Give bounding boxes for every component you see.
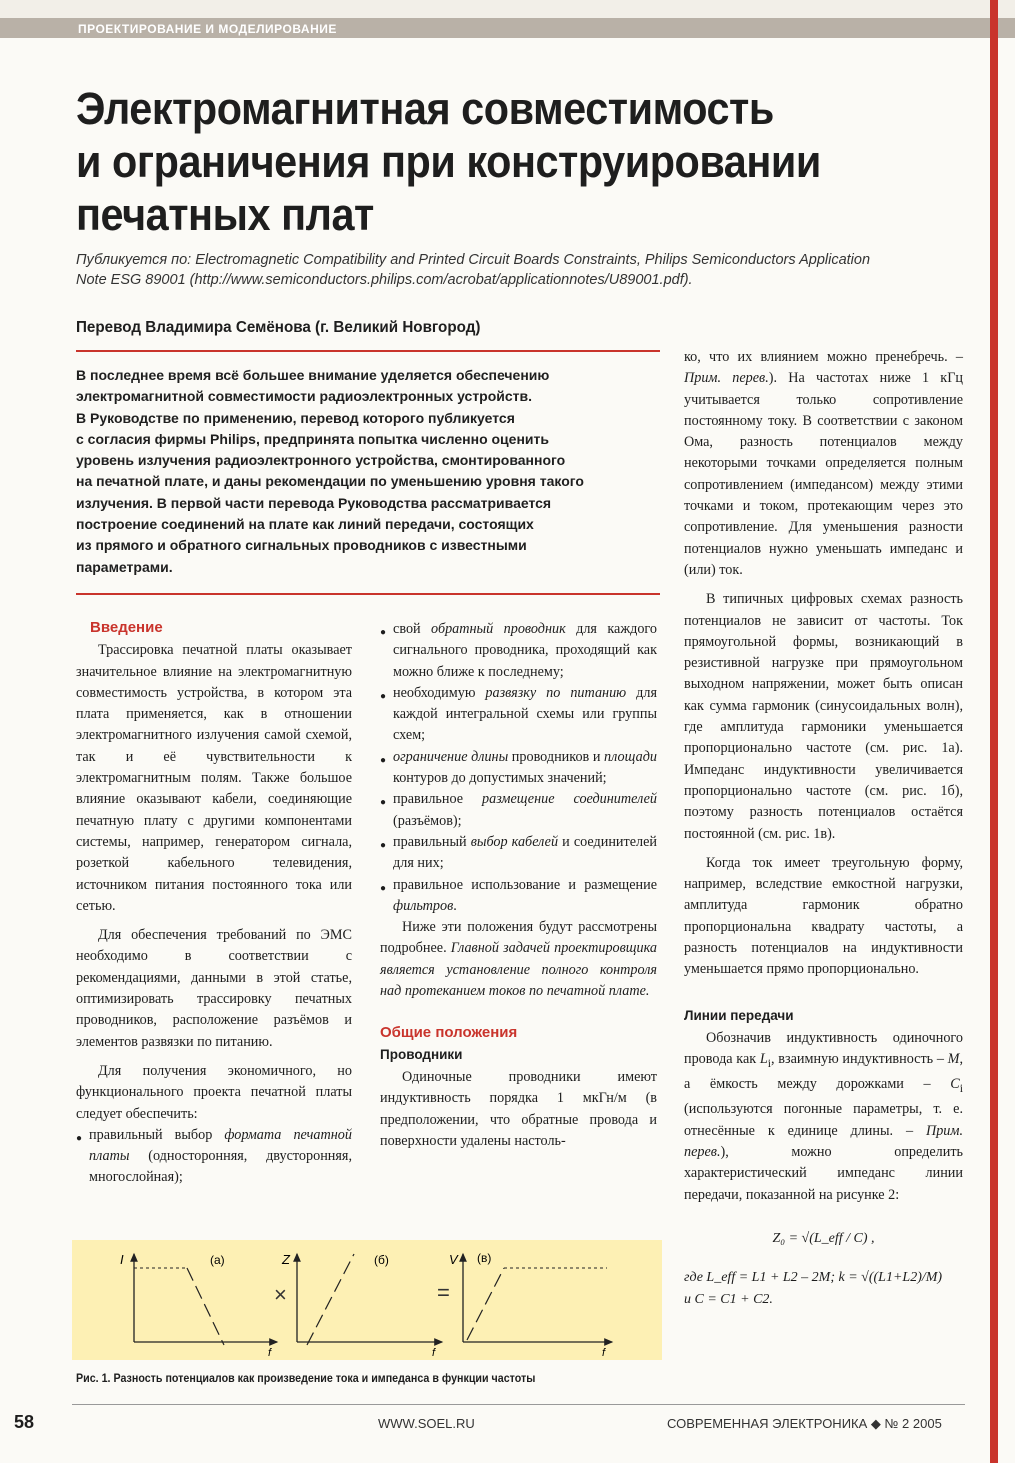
bullet-icon: ● [380,754,387,766]
list-item: ● свой обратный проводник для каждого сигнального проводника, проходящий как можно ближе к последнему; [380,619,657,683]
bullet-icon: ● [380,797,387,809]
abstract-line: В последнее время всё большее внимание уделяется обеспечению [76,367,550,383]
formula-leff: где L_eff = L1 + L2 – 2M; k = √((L1+L2)/M) [684,1270,943,1286]
paragraph: Для обеспечения требований по ЭМС необходимо в соответствии с рекомендациями, данными в этой статье, оптимизировать трассировку печатных проводников, расположение разъёмов и элементов развязки по питанию. [76,927,352,1050]
equals-sign: = [437,1280,450,1305]
plot-a-tag: (а) [210,1253,225,1267]
formula-c: и C = C1 + C2. [684,1291,773,1307]
title-line: и ограничения при конструировании [76,136,821,187]
abstract-line: построение соединений на плате как линий передачи, состоящих [76,516,534,533]
title-line: Электромагнитная совместимость [76,83,774,134]
article-title [76,82,904,241]
paragraph: В типичных цифровых схемах разность потенциалов не зависит от частоты. Ток прямоугольной формы, возникающий в резистивной нагрузке при прямоугольном выходном напряжении, может быть описан как сумма гармоник (синусоидальных волн), где амплитуда гармоники уменьшается пропорционально частоте (см. рис. 1а). Импеданс индуктивности увеличивается пропорционально частоте (см. рис. 1б), поэтому разность потенциалов остаётся постоянной (см. рис. 1в). [684,591,963,842]
plot-c-tag: (в) [477,1251,492,1265]
list-item: ● правильный выбор кабелей и соединителей для них; [380,832,657,875]
list-item: ● ограничение длины проводников и площади контуров до допустимых значений; [380,747,657,790]
column-3 [684,347,963,1310]
title-line: печатных плат [76,189,374,240]
bullet-icon: ● [380,839,387,851]
paragraph: Для получения экономичного, но функционального проекта печатной платы следует обеспечить: [76,1062,352,1122]
abstract-line: на печатной плате, и даны рекомендации по уменьшению уровня такого [76,473,584,490]
footer-site: WWW.SOEL.RU [378,1416,475,1431]
paragraph: Трассировка печатной платы оказывает значительное влияние на электромагнитную совместимость устройства, в котором эта плата применяется, как в отношении электромагнитного излучения самой схемой, так и её чувствительности к электромагнитным полям. Также большое влияние оказывают кабели, соединяющие печатную плату с другими компонентами системы, например, генератором сигнала, розеткой кабельного телевидения, источником питания постоянного тока или сетью. [76,642,352,914]
list-item: ● необходимую развязку по питанию для каждой интегральной схемы или группы схем; [380,683,657,747]
paragraph: ко, что их влиянием можно пренебречь. – Прим. перев.). На частотах ниже 1 кГц учитывается только сопротивление постоянному току. В соответствии с законом Ома, разность потенциалов между некоторыми точками определяется полным сопротивлением (импедансом) между этими точками и током, протекающим через это сопротивление. Для уменьшения разности потенциалов нужно уменьшать импеданс и (или) ток. [684,349,963,578]
source-note [76,250,956,290]
bullet-icon: ● [380,690,387,702]
paragraph: Ниже эти положения будут рассмотрены подробнее. Главной задачей проектировщика является установление полного контроля над протеканием токов по печатной плате. [380,919,657,1000]
plot-a-slope-line [187,1268,224,1345]
author-credit: Перевод Владимира Семёнова (г. Великий Новгород) [76,319,481,336]
column-2 [380,619,657,1152]
abstract-line: В Руководстве по применению, перевод которого публикуется [76,409,515,426]
subheading-transmission-lines: Линии передачи [684,1007,794,1023]
figure-1-plots [72,1240,662,1360]
plot-c-xlabel: f [602,1347,606,1359]
plot-b-xlabel: f [432,1347,436,1359]
page-top-margin [0,0,1015,18]
multiply-sign: × [274,1282,287,1307]
footer-journal: СОВРЕМЕННАЯ ЭЛЕКТРОНИКА ◆ № 2 2005 [667,1416,942,1431]
plot-a-xlabel: f [268,1347,272,1359]
plot-b-ylabel: Z [282,1252,290,1267]
abstract [76,365,658,578]
source-line: Note ESG 89001 (http://www.semiconductors.philips.com/acrobat/applicationnotes/U89001.pdf). [76,272,693,288]
author-rule [76,350,660,352]
abstract-line: с согласия фирмы Philips, предпринята попытка численно оценить [76,430,549,447]
figure-1-caption: Рис. 1. Разность потенциалов как произведение тока и импеданса в функции частоты [76,1373,536,1385]
paragraph: Одиночные проводники имеют индуктивность порядка 1 мкГн/м (в предположении, что обратные провода и поверхности удалены настоль- [380,1068,657,1149]
plot-c-ylabel: V [449,1252,458,1267]
plot-a [120,1252,277,1359]
column-1 [76,617,352,1189]
abstract-rule [76,593,660,595]
plot-a-ylabel: I [120,1252,124,1267]
rubric-label: ПРОЕКТИРОВАНИЕ И МОДЕЛИРОВАНИЕ [78,22,337,36]
page-number: 58 [14,1412,35,1432]
bullet-icon: ● [76,1132,83,1144]
paragraph: Обозначив индуктивность одиночного провода как $L_i$, взаимную индуктивность – M, а ёмкость между дорожками – $C_i$ (используются погонные параметры, т. е. отнесённые к единице длины. – Прим. перев.), можно определить характеристический импеданс линии передачи, показанной на рисунке 2: [684,1029,963,1203]
paragraph: Когда ток имеет треугольную форму, например, вследствие емкостной нагрузки, амплитуда гармоник обратно пропорциональна квадрату частоты, а разность потенциалов на индуктивности уменьшается прямо пропорционально. [684,854,963,978]
section-heading-intro: Введение [90,619,163,636]
section-heading-general: Общие положения [380,1024,518,1042]
bullet-icon: ● [380,882,387,894]
plot-b-tag: (б) [374,1253,389,1267]
plot-b-slope-line [307,1254,354,1345]
abstract-line: из прямого и обратного сигнальных проводников с известными [76,537,527,554]
list-item: ● правильное размещение соединителей (разъёмов); [380,789,657,832]
list-item: ● правильное использование и размещение фильтров. [380,875,657,918]
abstract-line: электромагнитной совместимости радиоэлектронных устройств. [76,388,533,405]
page-edge-stripe [990,0,998,1463]
source-line: Публикуется по: Electromagnetic Compatibility and Printed Circuit Boards Constraints, Philips Semiconductors Application [76,252,871,268]
list-item: ● правильный выбор формата печатной платы (односторонняя, двусторонняя, многослойная); [76,1125,352,1189]
figure-1 [72,1240,662,1360]
subheading-conductors: Проводники [380,1046,463,1062]
formula-z0: Z₀ = √(L_eff / C) , [772,1230,875,1246]
abstract-line: параметрами. [76,558,173,575]
plot-b [281,1252,442,1359]
abstract-line: излучения. В первой части перевода Руководства рассматривается [76,494,552,511]
abstract-line: уровень излучения радиоэлектронного устройства, смонтированного [76,452,566,469]
bullet-icon: ● [380,627,387,638]
footer-rule [72,1404,965,1405]
plot-c-slope-line [467,1268,504,1340]
plot-c [449,1251,612,1359]
